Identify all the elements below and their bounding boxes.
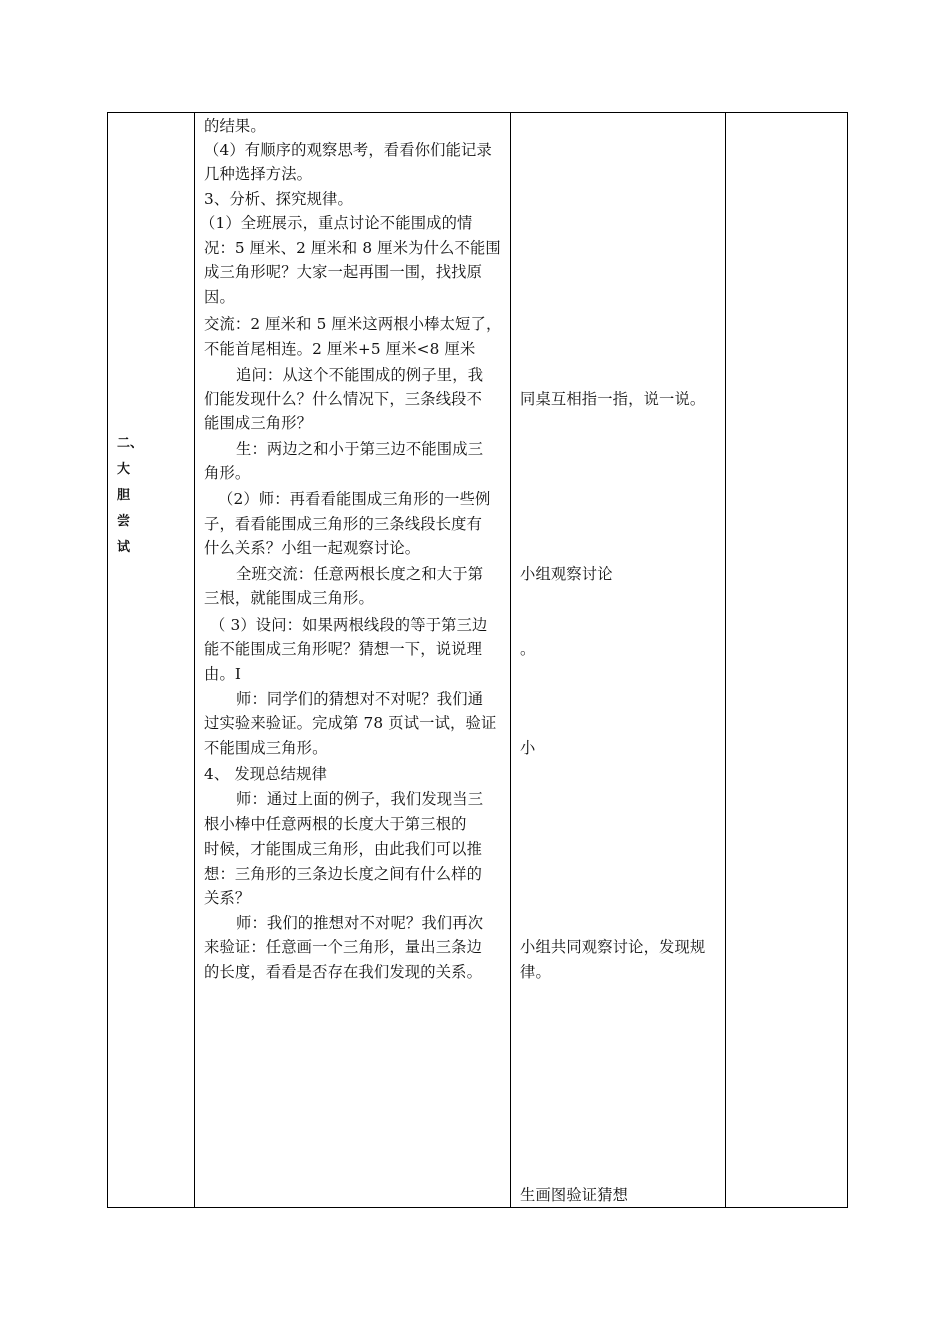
text-line: 三根，就能围成三角形。 bbox=[204, 589, 374, 607]
text-line: 全班交流：任意两根长度之和大于第 bbox=[236, 565, 484, 583]
student-activity-cell bbox=[512, 113, 724, 1207]
text-line: 时候，才能围成三角形，由此我们可以推 bbox=[204, 840, 483, 858]
section-label-char: 试 bbox=[117, 540, 131, 555]
text-line: 根小棒中任意两根的长度大于第三根的 bbox=[204, 815, 467, 833]
section-label-char: 胆 bbox=[117, 488, 131, 503]
text-line: 能围成三角形？ bbox=[204, 414, 313, 432]
text-line: 能不能围成三角形呢？猜想一下，说说理 bbox=[204, 640, 483, 658]
column-divider bbox=[725, 113, 726, 1207]
lesson-table bbox=[107, 112, 848, 1208]
text-line: 况：5 厘米、2 厘米和 8 厘米为什么不能围 bbox=[204, 239, 501, 257]
text-line: 想：三角形的三条边长度之间有什么样的 bbox=[204, 865, 483, 883]
text-line: 成三角形呢？大家一起再围一围，找找原 bbox=[204, 263, 483, 281]
text-line: 的长度，看看是否存在我们发现的关系。 bbox=[204, 963, 483, 981]
text-line: 师：我们的推想对不对呢？我们再次 bbox=[236, 914, 484, 932]
text-line: 小组共同观察讨论，发现规 bbox=[520, 938, 706, 956]
text-line: 师：同学们的猜想对不对呢？我们通 bbox=[236, 690, 484, 708]
text-line: 子，看看能围成三角形的三条线段长度有 bbox=[204, 515, 483, 533]
text-line: 4、 发现总结规律 bbox=[204, 765, 328, 783]
column-divider bbox=[510, 113, 511, 1207]
text-line: 。 bbox=[520, 640, 536, 658]
teacher-activity-cell bbox=[196, 113, 508, 1207]
text-line: 追问：从这个不能围成的例子里，我 bbox=[236, 366, 484, 384]
text-line: 不能首尾相连。2 厘米+5 厘米<8 厘米 bbox=[204, 340, 476, 358]
text-line: 们能发现什么？什么情况下，三条线段不 bbox=[204, 390, 483, 408]
text-line: （ 3）设问：如果两根线段的等于第三边 bbox=[210, 616, 488, 634]
text-line: 什么关系？小组一起观察讨论。 bbox=[204, 539, 421, 557]
text-line: 因。 bbox=[204, 288, 235, 306]
text-line: 小组观察讨论 bbox=[520, 565, 613, 583]
text-line: 小 bbox=[520, 739, 536, 757]
section-label bbox=[117, 431, 147, 561]
text-line: 律。 bbox=[520, 963, 551, 981]
text-line: 生：两边之和小于第三边不能围成三 bbox=[236, 440, 484, 458]
section-label-cell bbox=[108, 113, 194, 1207]
text-line: 过实验来验证。完成第 78 页试一试，验证 bbox=[204, 714, 497, 732]
text-line: 几种选择方法。 bbox=[204, 165, 313, 183]
text-line: 不能围成三角形。 bbox=[204, 739, 328, 757]
text-line: 师：通过上面的例子，我们发现当三 bbox=[236, 790, 484, 808]
text-line: 交流：2 厘米和 5 厘米这两根小棒太短了， bbox=[204, 315, 502, 333]
text-line: 3、分析、探究规律。 bbox=[204, 190, 353, 208]
text-line: 角形。 bbox=[204, 464, 251, 482]
text-line: （1）全班展示，重点讨论不能围成的情 bbox=[200, 214, 473, 232]
section-label-char: 尝 bbox=[117, 514, 131, 529]
text-line: 同桌互相指一指，说一说。 bbox=[520, 390, 706, 408]
column-divider bbox=[194, 113, 195, 1207]
section-label-char: 二、 bbox=[117, 436, 144, 451]
text-line: （2）师：再看看能围成三角形的一些例 bbox=[218, 490, 491, 508]
text-line: 来验证：任意画一个三角形，量出三条边 bbox=[204, 938, 483, 956]
text-line: 的结果。 bbox=[204, 117, 266, 135]
text-line: （4）有顺序的观察思考，看看你们能记录 bbox=[204, 141, 492, 159]
text-line: 关系？ bbox=[204, 889, 251, 907]
text-line: 生画图验证猜想 bbox=[520, 1186, 629, 1204]
section-label-char: 大 bbox=[117, 462, 131, 477]
text-line: 由。I bbox=[204, 665, 242, 683]
